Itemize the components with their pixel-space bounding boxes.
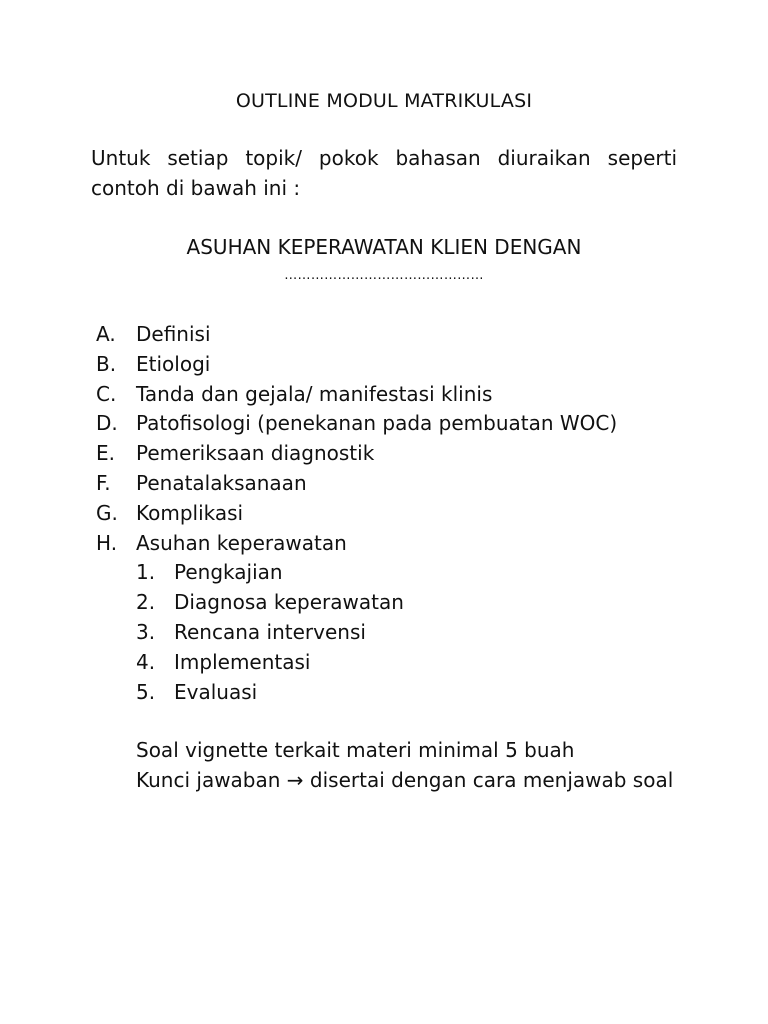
document-title: OUTLINE MODUL MATRIKULASI (235, 90, 533, 112)
sub-list-marker: 1. (136, 560, 156, 585)
sub-list-item-text: Evaluasi (174, 679, 258, 704)
list-item (96, 529, 716, 559)
sub-list-item-text: Rencana intervensi (174, 619, 366, 644)
list-item (96, 409, 716, 439)
outline-list (96, 320, 716, 707)
list-item (96, 350, 716, 380)
list-item (96, 380, 716, 410)
note-line: Soal vignette terkait materi minimal 5 buah (136, 738, 575, 762)
list-item-text: Asuhan keperawatan (136, 530, 347, 555)
list-item-text: Pemeriksaan diagnostik (136, 441, 375, 466)
sub-list-marker: 5. (136, 679, 156, 704)
sub-list-marker: 4. (136, 649, 156, 674)
list-item-text: Komplikasi (136, 500, 244, 525)
list-marker: G. (96, 500, 118, 525)
sub-list-marker: 3. (136, 619, 156, 644)
topic-heading: ASUHAN KEPERAWATAN KLIEN DENGAN (186, 235, 582, 259)
list-marker: B. (96, 351, 117, 376)
topic-placeholder-dots: ……………………………………… (284, 268, 484, 283)
notes-block (136, 736, 673, 796)
sub-list-marker: 2. (136, 590, 156, 615)
list-marker: D. (96, 411, 118, 436)
sub-list-item (96, 588, 716, 618)
list-marker: F. (96, 470, 111, 495)
sub-list-item-text: Implementasi (174, 649, 311, 674)
list-item-text: Etiologi (136, 351, 211, 376)
sub-list-item-text: Diagnosa keperawatan (174, 590, 404, 615)
note-line: Kunci jawaban → disertai dengan cara menjawab soal (136, 767, 674, 792)
list-marker: C. (96, 381, 117, 406)
intro-paragraph: Untuk setiap topik/ pokok bahasan diuraikan seperti contoh di bawah ini : (91, 146, 677, 200)
sub-list-item-text: Pengkajian (174, 560, 283, 585)
sub-list-item (96, 678, 716, 708)
list-item-text: Tanda dan gejala/ manifestasi klinis (136, 381, 493, 406)
list-item-text: Penatalaksanaan (136, 470, 307, 495)
list-item-text: Patofisologi (penekanan pada pembuatan WOC) (136, 411, 618, 436)
list-marker: E. (96, 441, 115, 466)
list-marker: A. (96, 322, 116, 346)
sub-list-item (96, 618, 716, 648)
list-marker: H. (96, 530, 118, 555)
sub-list-item (96, 558, 716, 588)
list-item-text: Definisi (136, 322, 211, 346)
list-item (96, 439, 716, 469)
list-item (96, 320, 716, 350)
sub-list-item (96, 648, 716, 678)
list-item (96, 499, 716, 529)
list-item (96, 469, 716, 499)
